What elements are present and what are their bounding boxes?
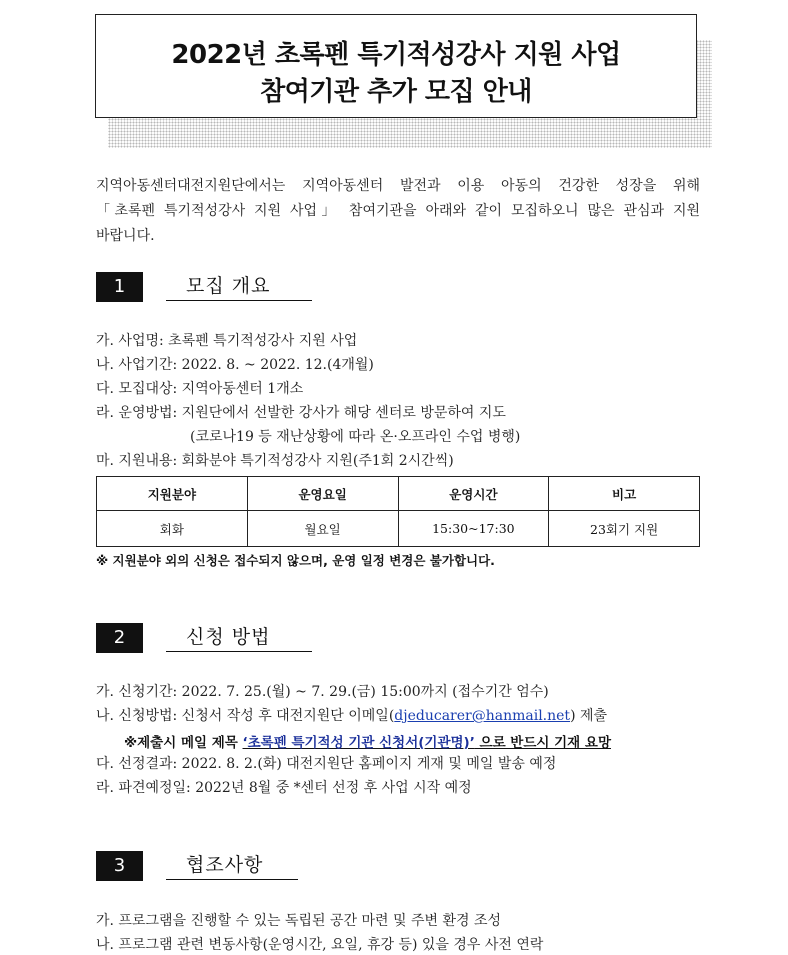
cooperation-item: 나. 프로그램 관련 변동사항(운영시간, 요일, 휴강 등) 있을 경우 사전 연락 xyxy=(96,937,544,953)
cooperation-item: 가. 프로그램을 진행할 수 있는 독립된 공간 마련 및 주변 환경 조성 xyxy=(96,913,502,929)
overview-item: 나. 사업기간: 2022. 8. ~ 2022. 12.(4개월) xyxy=(96,357,374,373)
apply-method-prefix: 나. 신청방법: 신청서 작성 후 대전지원단 이메일( xyxy=(96,708,395,724)
section-number: 1 xyxy=(96,272,143,302)
table-header-row xyxy=(97,477,700,511)
table-header: 지원분야 xyxy=(97,477,248,511)
table-header: 운영시간 xyxy=(398,477,549,511)
document-title: 2022년 초록펜 특기적성강사 지원 사업 xyxy=(171,40,621,70)
title-box xyxy=(95,14,697,118)
section-title: 모집 개요 xyxy=(166,272,312,301)
apply-period: 가. 신청기간: 2022. 7. 25.(월) ~ 7. 29.(금) 15:00까지 (접수기간 엄수) xyxy=(96,684,549,700)
overview-item: 다. 모집대상: 지역아동센터 1개소 xyxy=(96,381,304,397)
section-title: 협조사항 xyxy=(166,851,298,880)
emph-prefix: ※제출시 메일 제목 xyxy=(124,735,243,751)
section-number: 2 xyxy=(96,623,143,653)
apply-method-suffix: ) 제출 xyxy=(570,708,608,724)
overview-item: 마. 지원내용: 회화분야 특기적성강사 지원(주1회 2시간씩) xyxy=(96,453,454,469)
overview-item: 라. 운영방법: 지원단에서 선발한 강사가 해당 센터로 방문하여 지도 xyxy=(96,405,506,421)
overview-item-continued: (코로나19 등 재난상황에 따라 온·오프라인 수업 병행) xyxy=(190,429,521,445)
apply-result: 다. 선정결과: 2022. 8. 2.(화) 대전지원단 홈페이지 게재 및 메일 발송 예정 xyxy=(96,756,557,772)
table-cell: 23회기 지원 xyxy=(549,511,700,547)
table-note: ※ 지원분야 외의 신청은 접수되지 않으며, 운영 일정 변경은 불가합니다. xyxy=(96,553,495,568)
subject-line-instruction xyxy=(124,731,611,751)
overview-item: 가. 사업명: 초록펜 특기적성강사 지원 사업 xyxy=(96,333,358,349)
support-table xyxy=(96,476,700,547)
intro-line: 바랍니다. xyxy=(96,228,155,244)
apply-dispatch: 라. 파견예정일: 2022년 8월 중 *센터 선정 후 사업 시작 예정 xyxy=(96,780,472,796)
email-link[interactable]: djeducarer@hanmail.net xyxy=(394,708,571,724)
document-subtitle: 참여기관 추가 모집 안내 xyxy=(260,77,532,107)
intro-line: 지역아동센터대전지원단에서는 지역아동센터 발전과 이용 아동의 건강한 성장을 위해 xyxy=(96,178,700,194)
emph-suffix: 으로 반드시 기재 요망 xyxy=(474,735,611,751)
table-cell: 15:30~17:30 xyxy=(398,511,549,547)
emph-title: ‘초록펜 특기적성 기관 신청서(기관명)’ xyxy=(242,735,475,751)
intro-paragraph xyxy=(96,174,700,249)
table-cell: 회화 xyxy=(97,511,248,547)
table-header: 비고 xyxy=(549,477,700,511)
section-number: 3 xyxy=(96,851,143,881)
table-header: 운영요일 xyxy=(247,477,398,511)
apply-method xyxy=(96,706,607,726)
table-row xyxy=(97,511,700,547)
table-cell: 월요일 xyxy=(247,511,398,547)
intro-line: 「초록펜 특기적성강사 지원 사업」 참여기관을 아래와 같이 모집하오니 많은 관심과 지원 xyxy=(96,203,700,219)
section-title: 신청 방법 xyxy=(166,623,312,652)
